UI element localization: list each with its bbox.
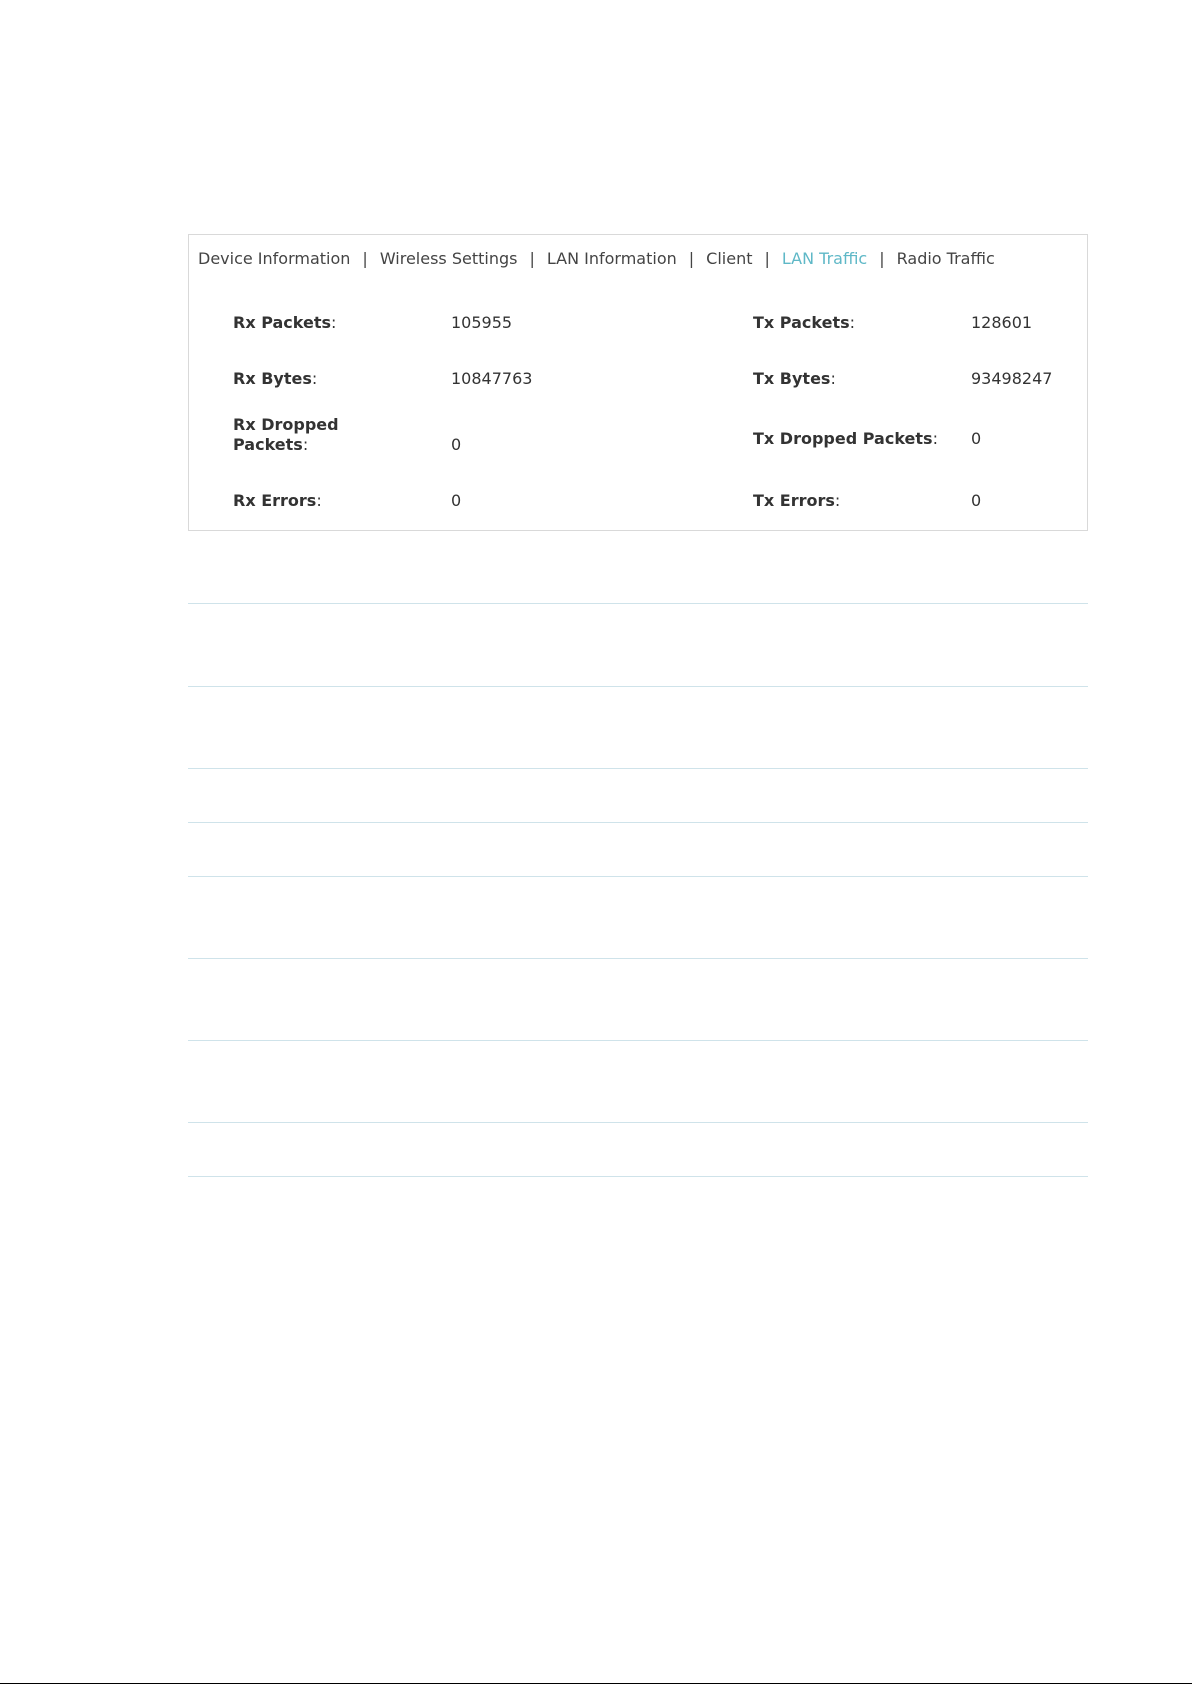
tab-lan-traffic[interactable]: LAN Traffic bbox=[781, 249, 868, 268]
tab-client[interactable]: Client bbox=[706, 249, 753, 268]
tab-wireless-settings[interactable]: Wireless Settings bbox=[379, 249, 518, 268]
tx-bytes-label: Tx Bytes: bbox=[753, 369, 836, 388]
tx-packets-label: Tx Packets: bbox=[753, 313, 856, 332]
rx-bytes-value: 10847763 bbox=[451, 369, 533, 388]
table-divider bbox=[188, 1040, 1088, 1041]
page-footer-line bbox=[0, 1683, 1192, 1684]
table-divider bbox=[188, 1122, 1088, 1123]
rx-packets-value: 105955 bbox=[451, 313, 513, 332]
table-divider bbox=[188, 1176, 1088, 1177]
tx-packets-value: 128601 bbox=[971, 313, 1033, 332]
rx-bytes-label: Rx Bytes: bbox=[233, 369, 318, 388]
rx-packets-label: Rx Packets: bbox=[233, 313, 337, 332]
tab-device-information[interactable]: Device Information bbox=[198, 249, 351, 268]
rx-dropped-packets-label: Rx Dropped Packets: bbox=[233, 415, 339, 454]
rx-errors-value: 0 bbox=[451, 491, 462, 510]
tx-errors-value: 0 bbox=[971, 491, 982, 510]
tab-separator: | bbox=[764, 249, 770, 268]
table-divider bbox=[188, 686, 1088, 687]
tx-dropped-packets-value: 0 bbox=[971, 429, 982, 448]
tab-radio-traffic[interactable]: Radio Traffic bbox=[896, 249, 995, 268]
table-divider bbox=[188, 603, 1088, 604]
rx-errors-label: Rx Errors: bbox=[233, 491, 322, 510]
status-tab-bar bbox=[198, 249, 995, 268]
table-divider bbox=[188, 876, 1088, 877]
lan-traffic-panel bbox=[188, 234, 1088, 531]
tx-bytes-value: 93498247 bbox=[971, 369, 1053, 388]
tab-separator: | bbox=[529, 249, 535, 268]
rx-dropped-packets-value: 0 bbox=[451, 435, 462, 454]
tx-dropped-packets-label: Tx Dropped Packets: bbox=[753, 429, 938, 448]
tab-separator: | bbox=[362, 249, 368, 268]
tx-errors-label: Tx Errors: bbox=[753, 491, 841, 510]
tab-separator: | bbox=[879, 249, 885, 268]
table-divider bbox=[188, 822, 1088, 823]
tab-lan-information[interactable]: LAN Information bbox=[546, 249, 677, 268]
table-divider bbox=[188, 768, 1088, 769]
tab-separator: | bbox=[688, 249, 695, 268]
table-divider bbox=[188, 958, 1088, 959]
